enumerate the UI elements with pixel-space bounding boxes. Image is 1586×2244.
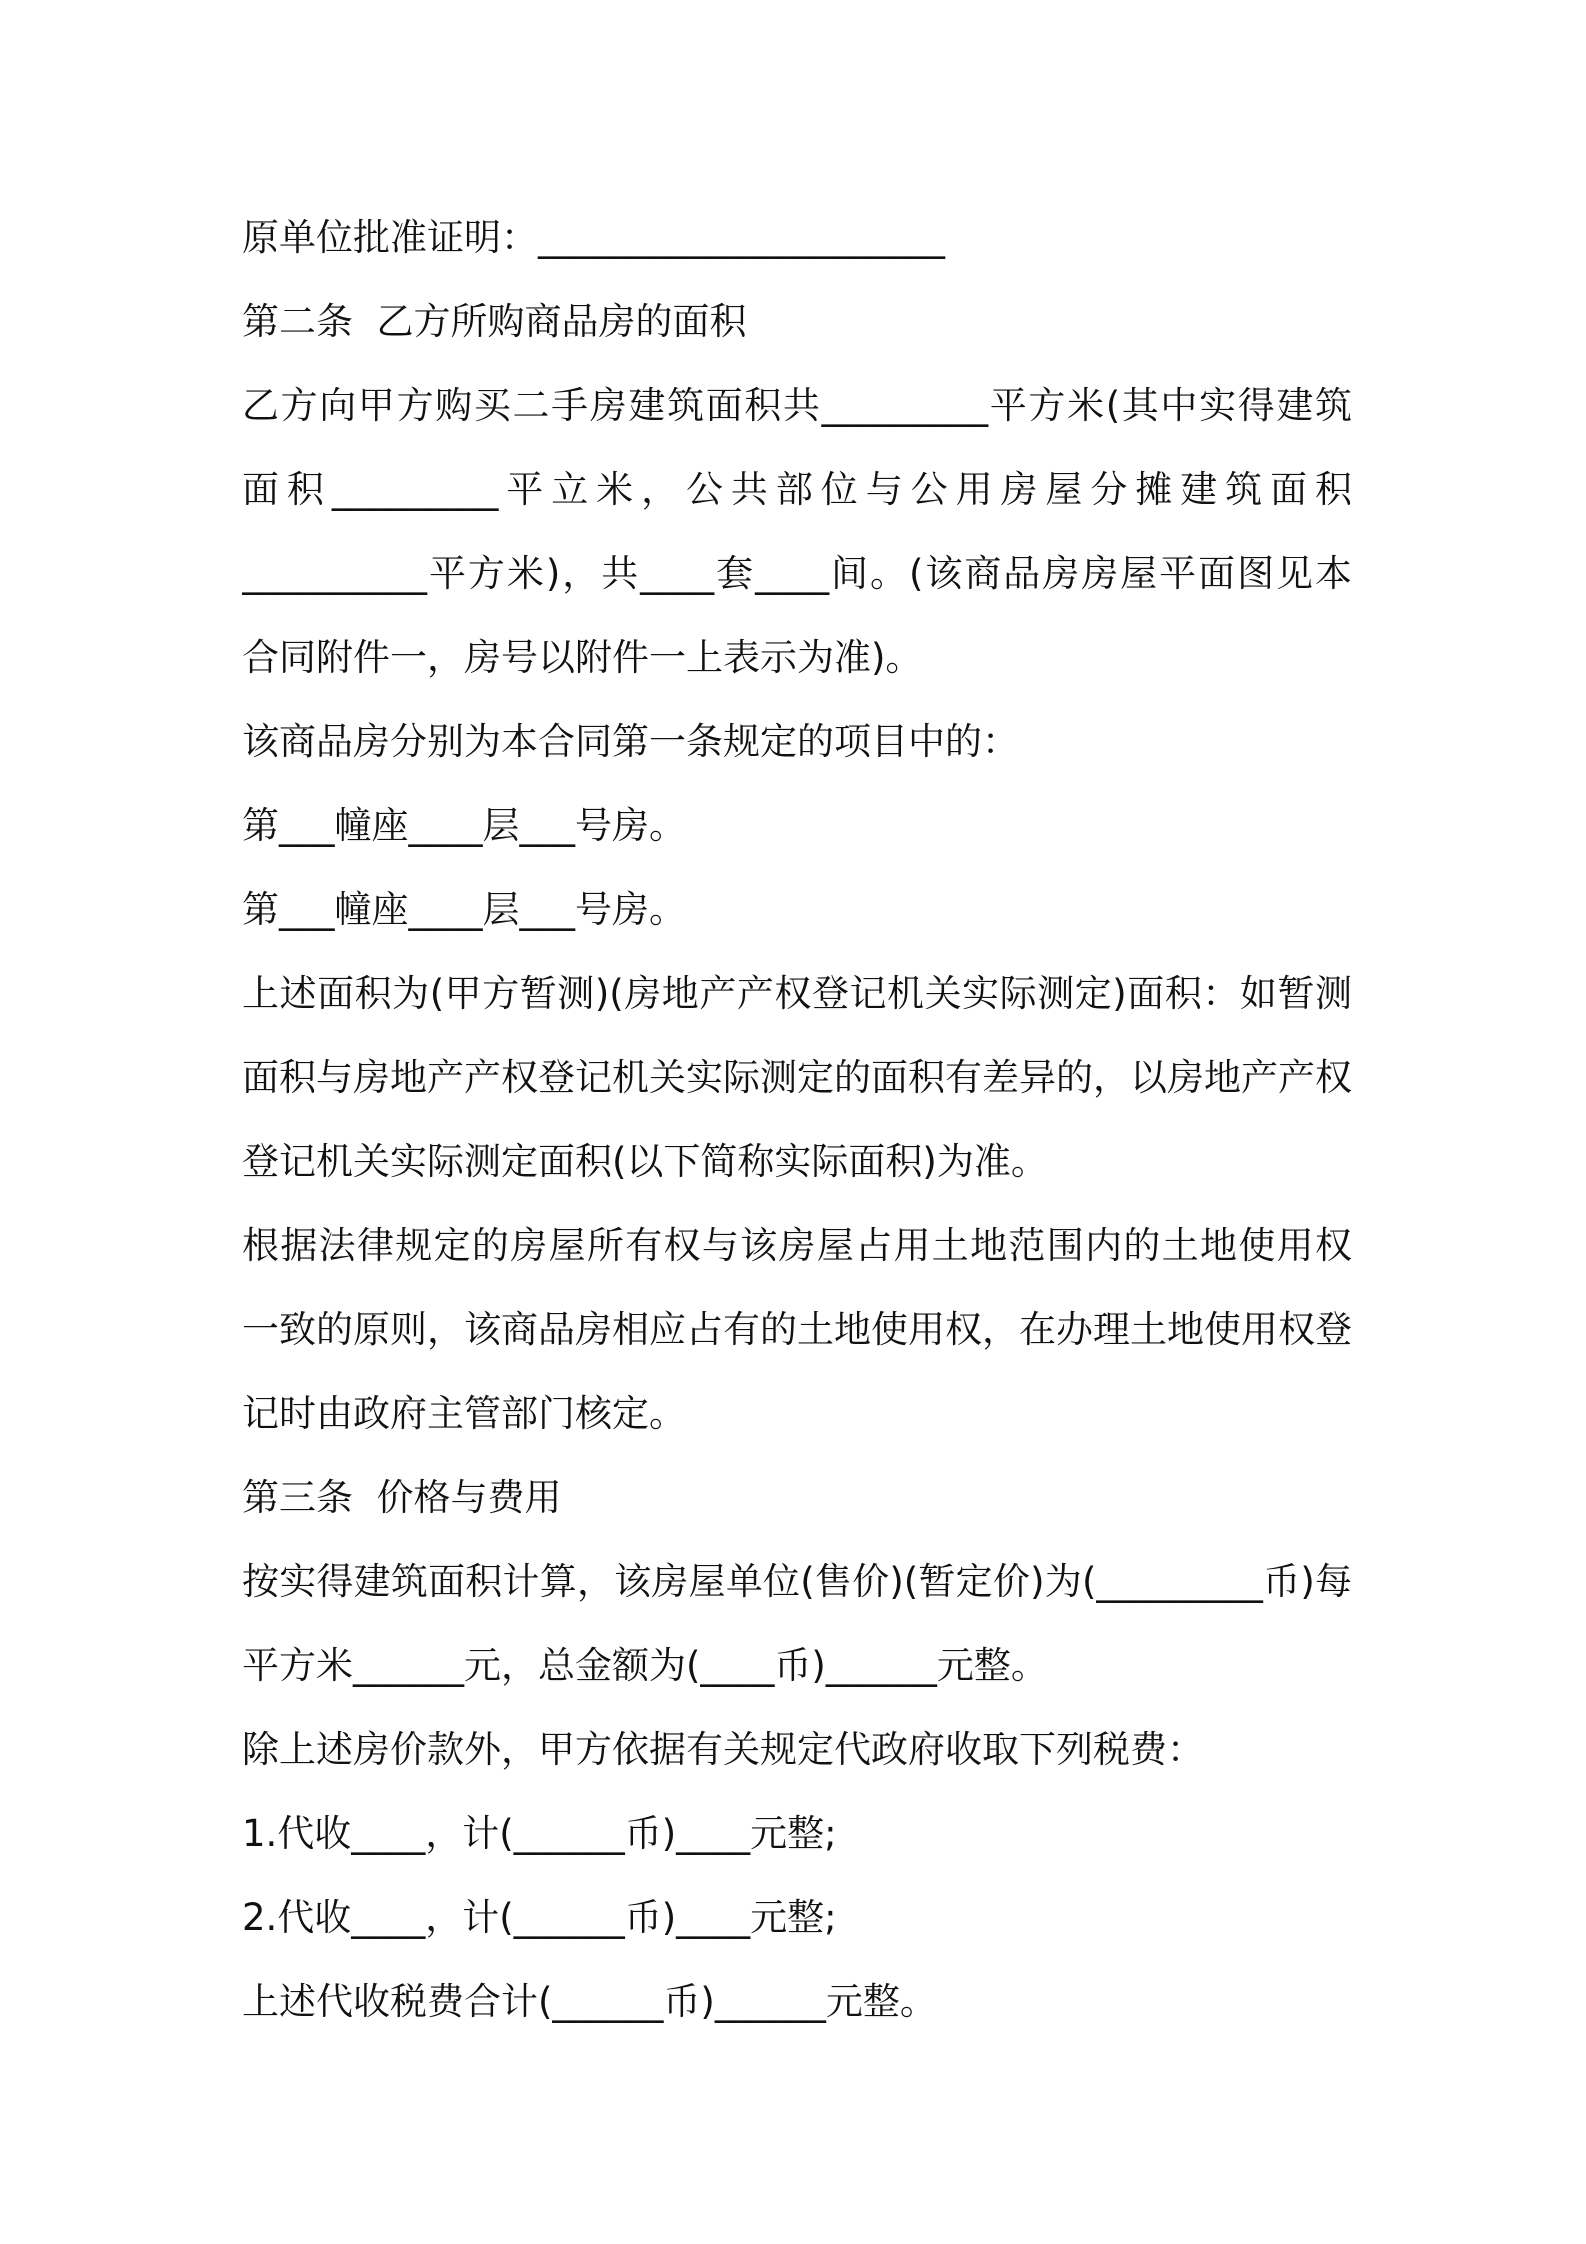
area-paragraph-line-3: __________平方米)，共____套____间。(该商品房房屋平面图见本 xyxy=(242,552,1352,595)
tax-intro-line: 除上述房价款外，甲方依据有关规定代政府收取下列税费： xyxy=(242,1728,1204,1771)
approval-proof-line: 原单位批准证明：______________________ xyxy=(242,216,945,259)
measurement-paragraph-line-3: 登记机关实际测定面积(以下简称实际面积)为准。 xyxy=(242,1140,1048,1183)
measurement-paragraph-line-2: 面积与房地产产权登记机关实际测定的面积有差异的，以房地产产权 xyxy=(242,1056,1352,1099)
tax-item-1: 1.代收____，计(______币)____元整; xyxy=(242,1812,837,1855)
article-two-heading: 第二条 乙方所购商品房的面积 xyxy=(242,300,747,343)
unit-line-1: 第___幢座____层___号房。 xyxy=(242,804,686,847)
land-use-paragraph-line-2: 一致的原则，该商品房相应占有的土地使用权，在办理土地使用权登 xyxy=(242,1308,1352,1351)
area-paragraph-line-1: 乙方向甲方购买二手房建筑面积共_________平方米(其中实得建筑 xyxy=(242,384,1352,427)
document-body xyxy=(242,196,1352,2044)
area-paragraph-line-4: 合同附件一，房号以附件一上表示为准)。 xyxy=(242,636,923,679)
area-paragraph-line-2: 面积_________平立米，公共部位与公用房屋分摊建筑面积 xyxy=(242,468,1352,511)
project-units-intro: 该商品房分别为本合同第一条规定的项目中的： xyxy=(242,720,1019,763)
land-use-paragraph-line-3: 记时由政府主管部门核定。 xyxy=(242,1392,686,1435)
article-three-heading: 第三条 价格与费用 xyxy=(242,1476,562,1519)
tax-total-line: 上述代收税费合计(______币)______元整。 xyxy=(242,1980,937,2023)
tax-item-2: 2.代收____，计(______币)____元整; xyxy=(242,1896,837,1939)
price-paragraph-line-2: 平方米______元，总金额为(____币)______元整。 xyxy=(242,1644,1048,1687)
unit-line-2: 第___幢座____层___号房。 xyxy=(242,888,686,931)
price-paragraph-line-1: 按实得建筑面积计算，该房屋单位(售价)(暂定价)为(_________币)每 xyxy=(242,1560,1352,1603)
land-use-paragraph-line-1: 根据法律规定的房屋所有权与该房屋占用土地范围内的土地使用权 xyxy=(242,1224,1352,1267)
measurement-paragraph-line-1: 上述面积为(甲方暂测)(房地产产权登记机关实际测定)面积：如暂测 xyxy=(242,972,1352,1015)
